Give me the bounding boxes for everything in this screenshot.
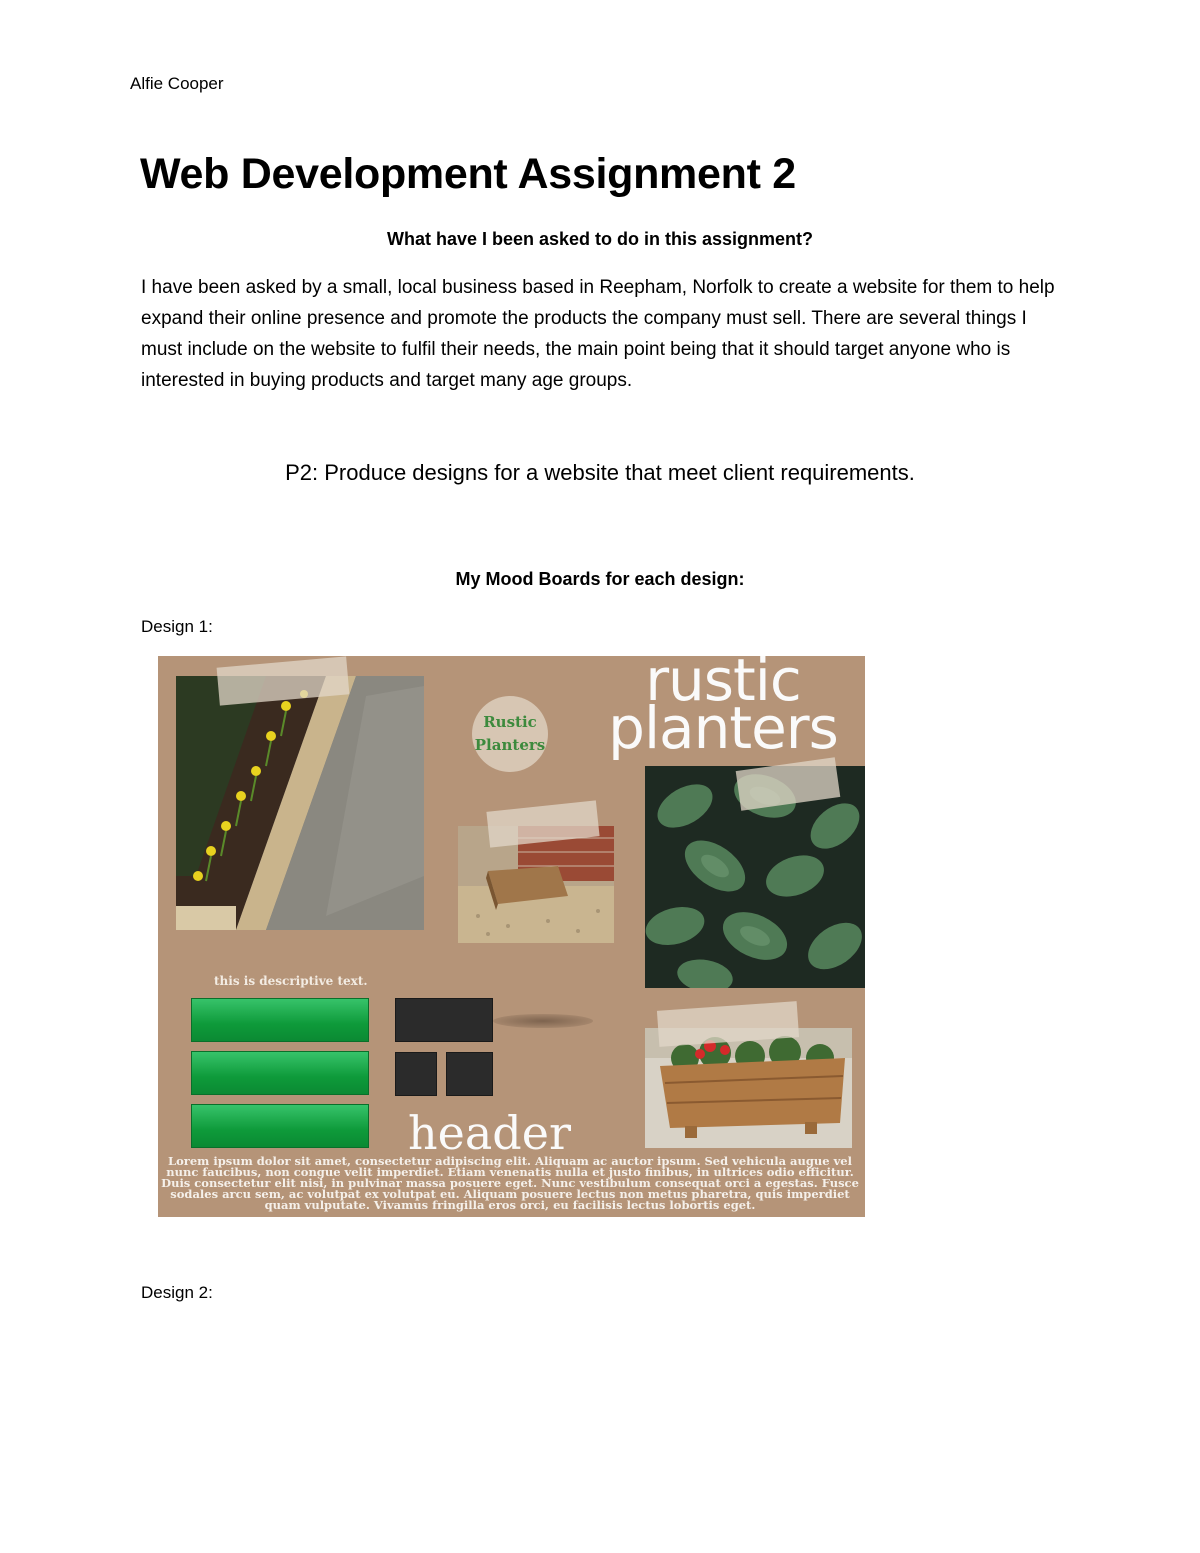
brand-wordmark: [588, 656, 858, 762]
garden-bed-photo: [176, 676, 424, 930]
dark-block-small: [395, 1052, 437, 1096]
logo-line-2: Planters: [474, 736, 546, 754]
assignment-description: I have been asked by a small, local business based in Reepham, Norfolk to create a website for them to help expand their online presence and promote the products the company must sell. There are several things I must include on the website to fulfil their needs, the main point being that it should target anyone who is interested in buying products and target many age groups.: [141, 277, 1055, 391]
logo-line-1: Rustic: [483, 713, 537, 731]
author-name: Alfie Cooper: [130, 74, 224, 93]
flower-planter-photo: [645, 1028, 852, 1148]
brand-line-1: rustic: [645, 656, 801, 714]
design-1-label: Design 1:: [141, 617, 213, 636]
rustic-planters-logo: [472, 696, 548, 772]
dark-block-wide: [395, 998, 493, 1042]
descriptive-text: this is descriptive text.: [214, 974, 368, 988]
shadow-accent: [493, 1014, 593, 1028]
mood-board-design-1: [158, 656, 865, 1217]
green-button-sample: [191, 1051, 369, 1095]
green-button-sample: [191, 1104, 369, 1148]
mood-boards-heading: My Mood Boards for each design:: [455, 569, 745, 589]
lorem-ipsum-sample: Lorem ipsum dolor sit amet, consectetur adipiscing elit. Aliquam ac auctor ipsum. Sed vehicula augue vel nunc faucibus, non congue velit imperdiet. Etiam venenatis nulla et justo finibus, in ultrices odio efficitur. Duis consectetur elit nisi, in pulvinar massa posuere eget. Nunc vestibulum consequat orci a egestas. Fusce sodales arcu sem, ac volutpat ex volutpat eu. Aliquam posuere lectus non metus pharetra, quis imperdiet quam vulputate. Vivamus fringilla eros orci, eu facilisis lectus lobortis eget.: [161, 1154, 859, 1212]
header-sample-text: header: [408, 1106, 571, 1160]
design-2-label: Design 2:: [141, 1283, 213, 1302]
green-button-sample: [191, 998, 369, 1042]
planter-brick-wall-photo: [458, 826, 614, 943]
assignment-question-heading: What have I been asked to do in this assignment?: [386, 229, 814, 249]
dark-block-small: [446, 1052, 493, 1096]
p2-heading: P2: Produce designs for a website that meet client requirements.: [285, 460, 915, 485]
document-title: Web Development Assignment 2: [140, 150, 796, 198]
brand-line-2: planters: [608, 694, 838, 762]
